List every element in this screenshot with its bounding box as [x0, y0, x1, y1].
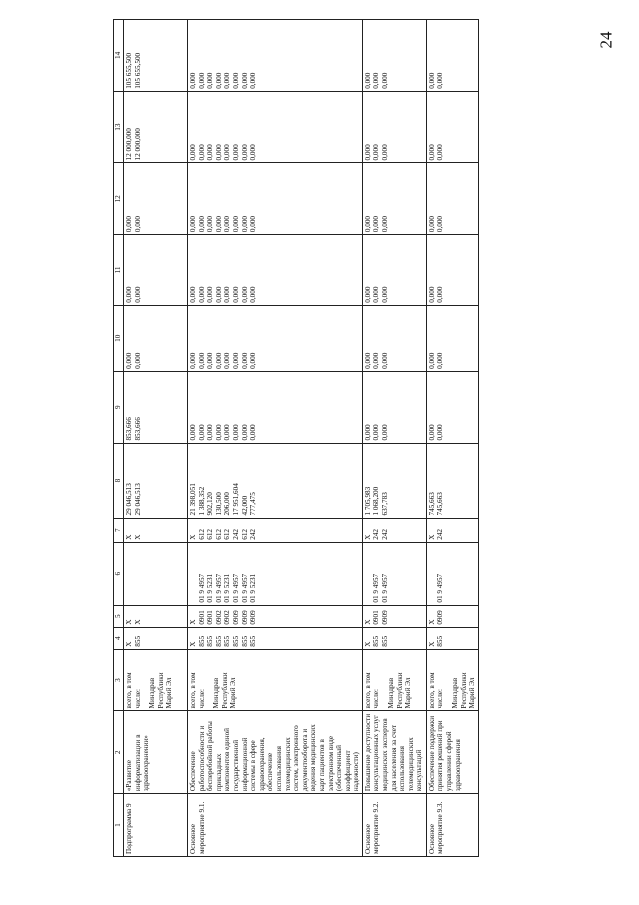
- value-cell-v13: [426, 91, 478, 163]
- cell-value: X: [189, 534, 197, 540]
- value-cell-v8: [426, 443, 478, 518]
- cell-value: 0,000: [436, 72, 445, 89]
- cell-value: 0909: [249, 610, 258, 625]
- cell-value: 0,000: [231, 286, 240, 303]
- cell-value: 745,663: [427, 492, 436, 516]
- cell-value: 0,000: [240, 286, 249, 303]
- value-cell-v13: [124, 91, 188, 163]
- program-name-cell: [124, 794, 188, 857]
- cell-value: X: [125, 534, 133, 540]
- cell-value: 855: [133, 635, 142, 647]
- cell-value: 12 000,000: [125, 128, 133, 161]
- column-number-row: [114, 20, 124, 857]
- cell-value: 17 951,604: [231, 483, 240, 516]
- value-cell-v7: [362, 518, 426, 542]
- cell-value: 902,120: [206, 492, 215, 516]
- cell-value: 0,000: [231, 215, 240, 233]
- cell-value: 0,000: [381, 424, 390, 441]
- cell-value: 0,000: [133, 352, 142, 369]
- cell-value: 0,000: [189, 352, 197, 369]
- executor-name: Минздрав Республики Марий Эл: [387, 672, 413, 709]
- cell-value: 01 9 5231: [206, 573, 215, 603]
- cell-value: 855: [206, 635, 215, 647]
- cell-value: 612: [214, 528, 223, 540]
- program-name: Основное мероприятие 9.3.: [427, 801, 445, 854]
- cell-value: 0,000: [427, 286, 436, 303]
- cell-value: [134, 545, 143, 603]
- cell-value: 0,000: [231, 72, 240, 89]
- column-header: 11: [114, 235, 124, 306]
- cell-value: 855: [249, 635, 258, 647]
- cell-value: 0,000: [372, 424, 381, 441]
- table-row: [188, 20, 363, 857]
- cell-value: 0,000: [249, 352, 258, 369]
- value-cell-v7: [188, 518, 363, 542]
- cell-value: 0,000: [363, 352, 372, 369]
- program-title-cell: [426, 711, 478, 794]
- value-cell-v9: [124, 371, 188, 443]
- cell-value: 0,000: [427, 352, 436, 369]
- cell-value: 0,000: [125, 215, 133, 233]
- column-header: 12: [114, 163, 124, 235]
- program-title: Обеспечение поддержки принятия решений при управлении сферой здравоохранения: [427, 715, 462, 792]
- cell-value: 01 9 4957: [214, 573, 223, 603]
- value-cell-v9: [188, 371, 363, 443]
- cell-value: 612: [206, 528, 215, 540]
- value-cell-v5: [188, 605, 363, 627]
- cell-value: 1 705,983: [363, 486, 372, 516]
- cell-value: 855: [197, 635, 206, 647]
- value-cell-v10: [124, 305, 188, 371]
- cell-value: 0,000: [363, 215, 372, 233]
- cell-value: 0902: [214, 610, 223, 625]
- cell-value: 855: [240, 635, 249, 647]
- cell-value: X: [363, 619, 372, 625]
- cell-value: 0,000: [206, 352, 215, 369]
- column-header: 2: [114, 711, 124, 794]
- cell-value: [125, 545, 134, 603]
- table-row: [426, 20, 478, 857]
- cell-value: 0,000: [249, 144, 258, 161]
- program-name-cell: [362, 794, 426, 857]
- cell-value: 42,000: [240, 495, 249, 516]
- cell-value: 745,663: [436, 492, 445, 516]
- value-cell-v11: [188, 235, 363, 306]
- cell-value: 855: [372, 635, 381, 647]
- cell-value: 612: [197, 528, 206, 540]
- cell-value: 01 9 5231: [249, 573, 258, 603]
- cell-value: 01 9 4957: [197, 573, 206, 603]
- cell-value: 0,000: [223, 215, 232, 233]
- value-cell-v12: [362, 163, 426, 235]
- cell-value: [364, 545, 373, 603]
- cell-value: 0909: [381, 610, 390, 625]
- column-header: 8: [114, 443, 124, 518]
- cell-value: 0,000: [189, 286, 197, 303]
- cell-value: 242: [231, 528, 240, 540]
- cell-value: 0,000: [372, 72, 381, 89]
- cell-value: 0,000: [206, 215, 215, 233]
- page-number: 24: [596, 31, 616, 49]
- value-cell-v11: [124, 235, 188, 306]
- executor-total: всего, в том числе:: [363, 672, 381, 709]
- cell-value: [428, 545, 437, 603]
- value-cell-v12: [426, 163, 478, 235]
- cell-value: 1 388,352: [197, 486, 206, 516]
- cell-value: 0,000: [381, 144, 390, 161]
- cell-value: 0,000: [189, 144, 197, 161]
- cell-value: 242: [436, 528, 445, 540]
- program-name: Основное мероприятие 9.2.: [363, 801, 381, 854]
- column-header: 9: [114, 371, 124, 443]
- cell-value: 105 655,500: [125, 52, 133, 89]
- value-cell-v6: [426, 542, 478, 605]
- cell-value: X: [427, 641, 436, 647]
- cell-value: X: [427, 619, 436, 625]
- column-header: 10: [114, 305, 124, 371]
- cell-value: 0,000: [381, 72, 390, 89]
- program-name-cell: [188, 794, 363, 857]
- value-cell-v8: [362, 443, 426, 518]
- value-cell-v14: [362, 20, 426, 92]
- value-cell-v8: [188, 443, 363, 518]
- cell-value: 0,000: [240, 144, 249, 161]
- cell-value: 777,475: [249, 492, 258, 516]
- value-cell-v5: [426, 605, 478, 627]
- cell-value: 0901: [372, 610, 381, 625]
- cell-value: 0,000: [197, 286, 206, 303]
- program-name-cell: [426, 794, 478, 857]
- column-header: 6: [114, 542, 124, 605]
- cell-value: 0,000: [197, 72, 206, 89]
- cell-value: 12 000,000: [133, 128, 142, 161]
- program-title-cell: [188, 711, 363, 794]
- budget-table: [113, 19, 479, 857]
- column-header: 13: [114, 91, 124, 163]
- cell-value: 0,000: [223, 286, 232, 303]
- cell-value: 0,000: [231, 144, 240, 161]
- executor-name: Минздрав Республики Марий Эл: [451, 672, 477, 709]
- cell-value: 206,000: [223, 492, 232, 516]
- cell-value: 0,000: [240, 424, 249, 441]
- cell-value: 0,000: [381, 352, 390, 369]
- value-cell-v4: [362, 627, 426, 649]
- executor-cell: [188, 649, 363, 711]
- value-cell-v14: [426, 20, 478, 92]
- cell-value: 0,000: [197, 144, 206, 161]
- cell-value: 855: [231, 635, 240, 647]
- cell-value: 0,000: [381, 286, 390, 303]
- cell-value: 0,000: [427, 215, 436, 233]
- table-body: [124, 20, 479, 857]
- table-row: [124, 20, 188, 857]
- cell-value: 01 9 4957: [231, 573, 240, 603]
- cell-value: 0,000: [436, 424, 445, 441]
- executor-cell: [362, 649, 426, 711]
- cell-value: 0,000: [125, 352, 133, 369]
- cell-value: 853,666: [133, 417, 142, 441]
- cell-value: 0909: [240, 610, 249, 625]
- cell-value: 0,000: [189, 424, 197, 441]
- executor-cell: [124, 649, 188, 711]
- cell-value: 0,000: [214, 424, 223, 441]
- executor-name: Минздрав Республики Марий Эл: [148, 672, 174, 709]
- cell-value: 0,000: [381, 215, 390, 233]
- value-cell-v6: [188, 542, 363, 605]
- value-cell-v9: [362, 371, 426, 443]
- cell-value: 855: [223, 635, 232, 647]
- cell-value: 0,000: [249, 286, 258, 303]
- cell-value: X: [427, 534, 436, 540]
- cell-value: 0902: [223, 610, 232, 625]
- cell-value: 1 068,200: [372, 486, 381, 516]
- cell-value: [189, 545, 198, 603]
- cell-value: 0901: [206, 610, 215, 625]
- cell-value: 01 9 4957: [372, 573, 381, 603]
- cell-value: X: [133, 534, 142, 540]
- cell-value: 853,666: [125, 417, 133, 441]
- cell-value: 0,000: [197, 215, 206, 233]
- cell-value: X: [189, 641, 197, 647]
- cell-value: 0,000: [363, 424, 372, 441]
- cell-value: 0,000: [436, 286, 445, 303]
- value-cell-v4: [426, 627, 478, 649]
- cell-value: X: [125, 641, 133, 647]
- cell-value: X: [189, 619, 197, 625]
- program-title: «Развитие информатизации в здравоохранении»: [125, 734, 151, 792]
- column-header: 4: [114, 627, 124, 649]
- table-row: [362, 20, 426, 857]
- program-title-cell: [362, 711, 426, 794]
- cell-value: 0,000: [189, 72, 197, 89]
- cell-value: 855: [214, 635, 223, 647]
- column-header: 14: [114, 20, 124, 92]
- cell-value: 0,000: [436, 352, 445, 369]
- cell-value: 29 046,513: [125, 483, 133, 516]
- value-cell-v14: [124, 20, 188, 92]
- cell-value: X: [363, 641, 372, 647]
- cell-value: 0,000: [223, 144, 232, 161]
- cell-value: 0,000: [189, 215, 197, 233]
- value-cell-v6: [362, 542, 426, 605]
- executor-cell: [426, 649, 478, 711]
- cell-value: 855: [381, 635, 390, 647]
- cell-value: 0,000: [231, 352, 240, 369]
- cell-value: 0,000: [223, 352, 232, 369]
- cell-value: 29 046,513: [133, 483, 142, 516]
- cell-value: 0,000: [223, 424, 232, 441]
- value-cell-v13: [362, 91, 426, 163]
- cell-value: 0,000: [436, 215, 445, 233]
- value-cell-v10: [188, 305, 363, 371]
- value-cell-v12: [124, 163, 188, 235]
- executor-total: всего, в том числе:: [189, 672, 206, 709]
- cell-value: 0,000: [427, 144, 436, 161]
- cell-value: 0,000: [206, 424, 215, 441]
- cell-value: 0,000: [197, 424, 206, 441]
- cell-value: 0,000: [240, 215, 249, 233]
- executor-total: всего, в том числе:: [427, 672, 445, 709]
- value-cell-v9: [426, 371, 478, 443]
- cell-value: X: [125, 619, 133, 625]
- cell-value: 01 9 4957: [240, 573, 249, 603]
- value-cell-v5: [124, 605, 188, 627]
- cell-value: 01 9 4957: [436, 573, 445, 603]
- cell-value: 637,783: [381, 492, 390, 516]
- cell-value: 105 655,500: [133, 52, 142, 89]
- cell-value: 0,000: [214, 352, 223, 369]
- cell-value: 0,000: [249, 424, 258, 441]
- program-name: Основное мероприятие 9.1.: [189, 801, 206, 854]
- cell-value: 0,000: [363, 286, 372, 303]
- cell-value: 612: [223, 528, 232, 540]
- cell-value: 0,000: [249, 72, 258, 89]
- value-cell-v7: [124, 518, 188, 542]
- executor-name: Минздрав Республики Марий Эл: [212, 672, 238, 709]
- cell-value: 01 9 5231: [223, 573, 232, 603]
- value-cell-v8: [124, 443, 188, 518]
- value-cell-v11: [362, 235, 426, 306]
- value-cell-v12: [188, 163, 363, 235]
- column-header: 1: [114, 794, 124, 857]
- value-cell-v13: [188, 91, 363, 163]
- cell-value: 612: [240, 528, 249, 540]
- cell-value: 0,000: [363, 144, 372, 161]
- value-cell-v10: [362, 305, 426, 371]
- cell-value: 0,000: [427, 424, 436, 441]
- column-header: 5: [114, 605, 124, 627]
- cell-value: 0,000: [372, 215, 381, 233]
- cell-value: 0,000: [231, 424, 240, 441]
- value-cell-v5: [362, 605, 426, 627]
- cell-value: 0901: [197, 610, 206, 625]
- cell-value: 0,000: [363, 72, 372, 89]
- column-header: 7: [114, 518, 124, 542]
- program-title: Повышение доступности консультационных услуг медицинских экспертов для населения за счет использования телемедицинских консультаций: [363, 713, 424, 792]
- cell-value: 0,000: [372, 286, 381, 303]
- cell-value: X: [363, 534, 372, 540]
- cell-value: 0,000: [372, 144, 381, 161]
- program-title: Обеспечение работоспособности и бесперебойной работы прикладных компонентов единой государственной информационной системы в сфере здравоохранения, обеспечение использования телемедицинских систем, электронного документооборота и ведения медицинских карт пациентов в электронном виде (обеспеченный коэффициент надежности): [189, 721, 361, 792]
- cell-value: 0,000: [133, 215, 142, 233]
- cell-value: 0909: [436, 610, 445, 625]
- executor-total: всего, в том числе:: [125, 672, 142, 709]
- cell-value: 242: [372, 528, 381, 540]
- cell-value: 242: [249, 528, 258, 540]
- cell-value: 21 398,051: [189, 483, 197, 516]
- value-cell-v10: [426, 305, 478, 371]
- cell-value: 0,000: [436, 144, 445, 161]
- cell-value: 0,000: [249, 215, 258, 233]
- cell-value: 0,000: [427, 72, 436, 89]
- cell-value: 0,000: [214, 144, 223, 161]
- column-header: 3: [114, 649, 124, 711]
- cell-value: 130,500: [214, 492, 223, 516]
- cell-value: 242: [381, 528, 390, 540]
- value-cell-v7: [426, 518, 478, 542]
- cell-value: 0909: [231, 610, 240, 625]
- cell-value: 0,000: [240, 72, 249, 89]
- cell-value: X: [133, 619, 142, 625]
- cell-value: 0,000: [197, 352, 206, 369]
- cell-value: 0,000: [133, 286, 142, 303]
- value-cell-v4: [124, 627, 188, 649]
- value-cell-v6: [124, 542, 188, 605]
- cell-value: 0,000: [214, 72, 223, 89]
- cell-value: 0,000: [372, 352, 381, 369]
- cell-value: 0,000: [223, 72, 232, 89]
- cell-value: 0,000: [125, 286, 133, 303]
- cell-value: 0,000: [240, 352, 249, 369]
- cell-value: 0,000: [206, 286, 215, 303]
- cell-value: 0,000: [206, 144, 215, 161]
- rotated-sheet: [113, 19, 519, 857]
- cell-value: 0,000: [214, 286, 223, 303]
- value-cell-v4: [188, 627, 363, 649]
- cell-value: 0,000: [214, 215, 223, 233]
- value-cell-v11: [426, 235, 478, 306]
- program-name: Подпрограмма 9: [125, 803, 133, 854]
- cell-value: 855: [436, 635, 445, 647]
- cell-value: 01 9 4957: [381, 573, 390, 603]
- value-cell-v14: [188, 20, 363, 92]
- program-title-cell: [124, 711, 188, 794]
- cell-value: 0,000: [206, 72, 215, 89]
